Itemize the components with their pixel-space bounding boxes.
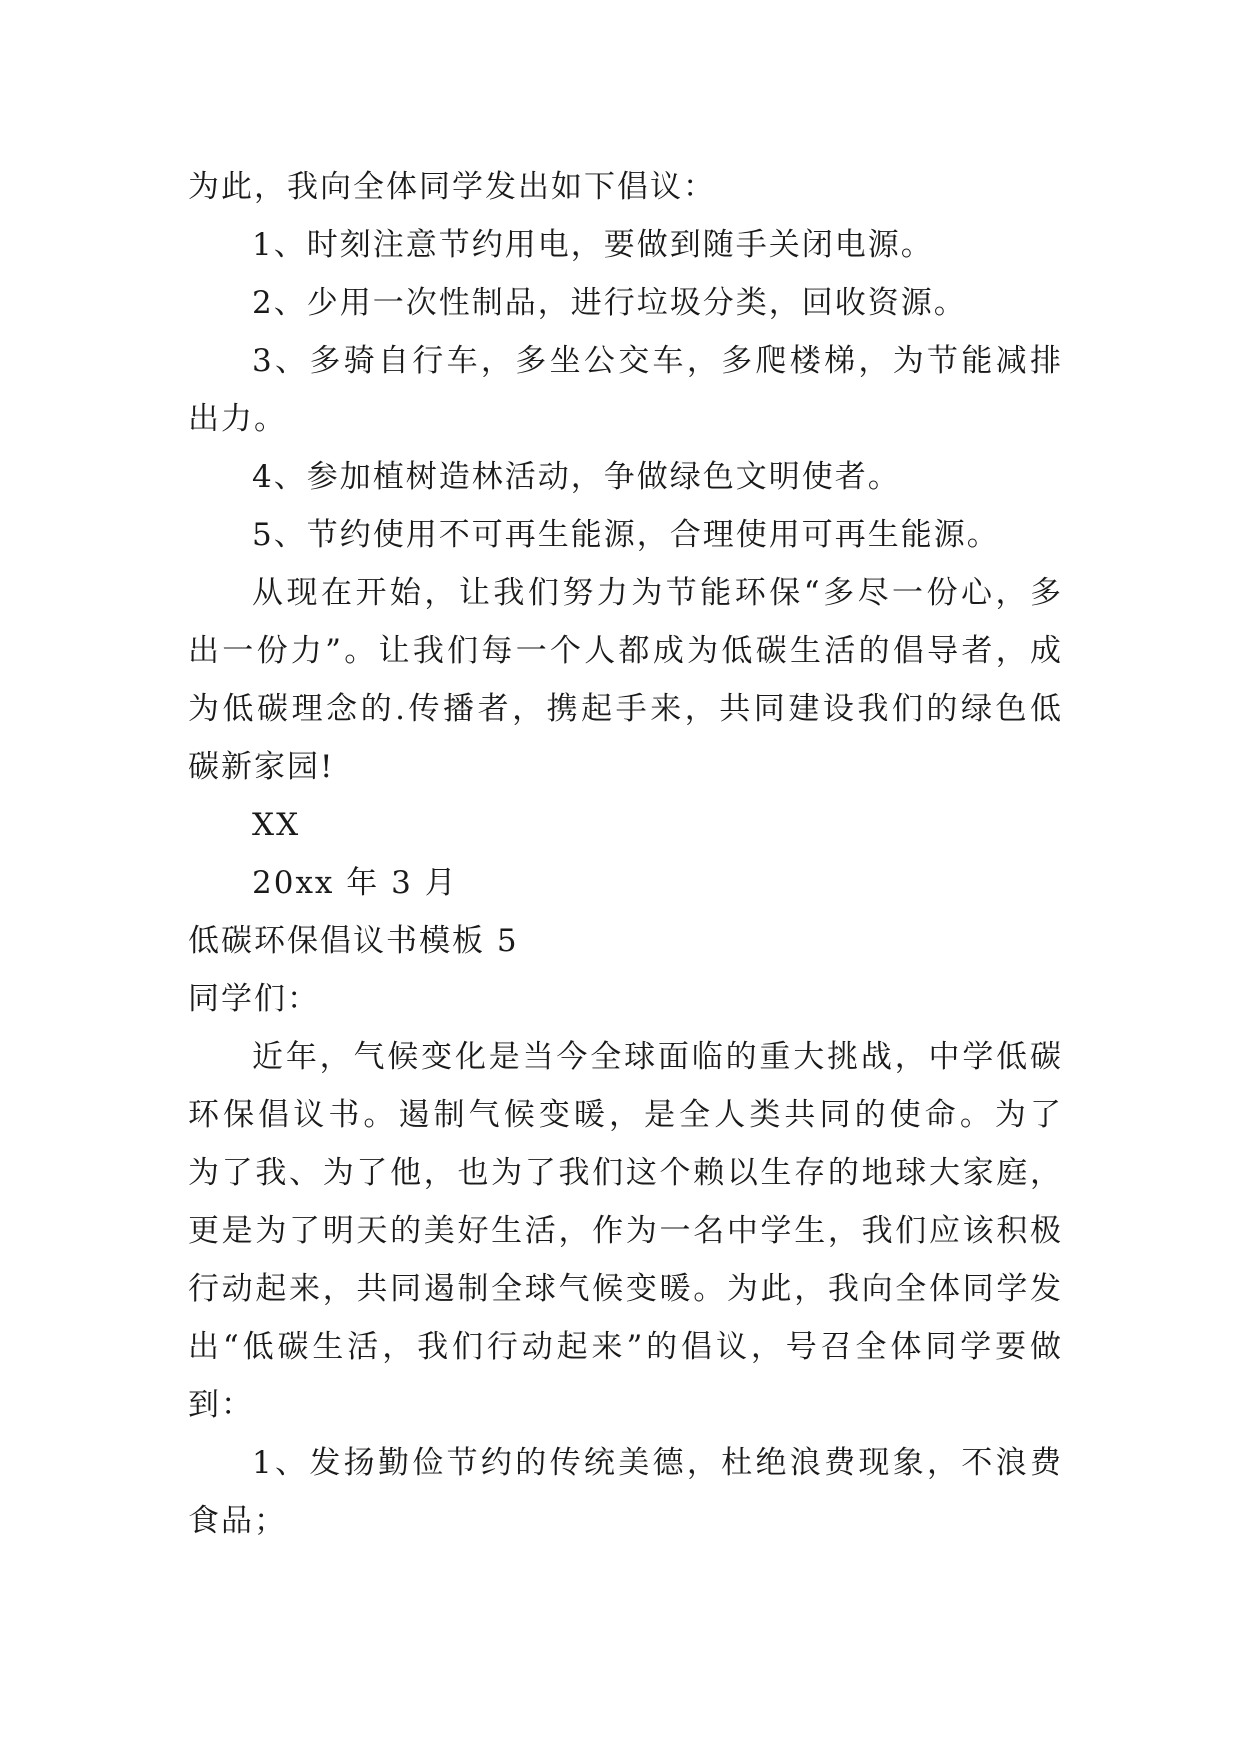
- paragraph-line: 行动起来，共同遏制全球气候变暖。为此，我向全体同学发: [188, 1271, 1063, 1307]
- text-line: 出力。: [188, 401, 287, 437]
- list-item: 4、参加植树造林活动，争做绿色文明使者。: [252, 459, 901, 495]
- paragraph-line: 从现在开始，让我们努力为节能环保“多尽一份心，多: [252, 575, 1063, 611]
- text-line: 为此，我向全体同学发出如下倡议：: [188, 169, 716, 205]
- document-page: [188, 158, 1063, 1550]
- paragraph-line: 到：: [188, 1387, 254, 1423]
- paragraph-line: 更是为了明天的美好生活，作为一名中学生，我们应该积极: [188, 1213, 1063, 1249]
- salutation: 同学们：: [188, 981, 320, 1017]
- list-item: 2、少用一次性制品，进行垃圾分类，回收资源。: [252, 285, 967, 321]
- list-item: 1、发扬勤俭节约的传统美德，杜绝浪费现象，不浪费: [252, 1445, 1063, 1481]
- signature-name: XX: [252, 807, 301, 843]
- paragraph-line: 出“低碳生活，我们行动起来”的倡议，号召全体同学要做: [188, 1329, 1063, 1365]
- paragraph-line: 为了我、为了他，也为了我们这个赖以生存的地球大家庭，: [188, 1155, 1063, 1191]
- list-item: 1、时刻注意节约用电，要做到随手关闭电源。: [252, 227, 934, 263]
- list-item: 5、节约使用不可再生能源，合理使用可再生能源。: [252, 517, 1000, 553]
- paragraph-line: 碳新家园!: [188, 749, 335, 785]
- section-title: 低碳环保倡议书模板 5: [188, 923, 519, 959]
- paragraph-line: 为低碳理念的.传播者，携起手来，共同建设我们的绿色低: [188, 691, 1063, 727]
- signature-date: 20xx 年 3 月: [252, 865, 458, 901]
- paragraph-line: 出一份力”。让我们每一个人都成为低碳生活的倡导者，成: [188, 633, 1063, 669]
- list-item: 食品；: [188, 1503, 287, 1539]
- paragraph-line: 环保倡议书。遏制气候变暖，是全人类共同的使命。为了: [188, 1097, 1063, 1133]
- list-item: 3、多骑自行车，多坐公交车，多爬楼梯，为节能减排: [252, 343, 1063, 379]
- paragraph-line: 近年，气候变化是当今全球面临的重大挑战，中学低碳: [252, 1039, 1063, 1075]
